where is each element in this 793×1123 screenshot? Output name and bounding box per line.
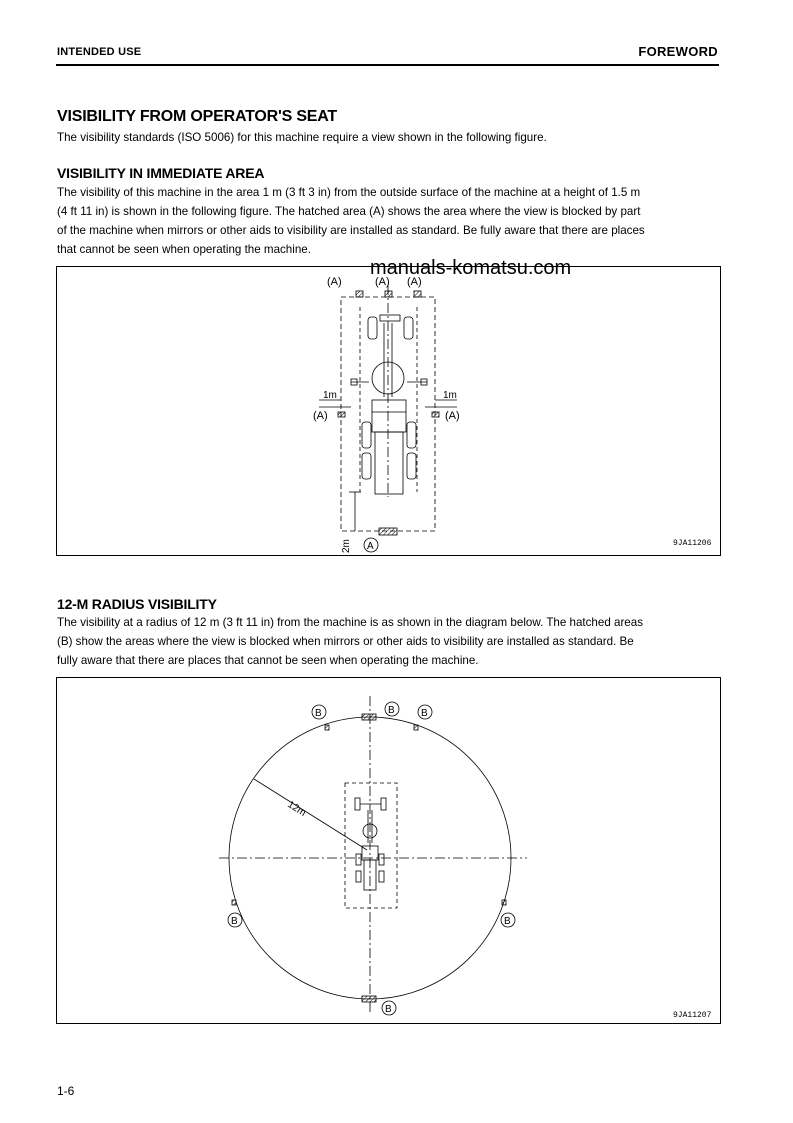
section-text-operator-visibility: The visibility standards (ISO 5006) for this machine require a view shown in the following figure. [57,131,547,144]
text-line: The visibility at a radius of 12 m (3 ft 11 in) from the machine is as shown in the diagram below. The hatched areas [57,616,643,629]
label-a: (A) [327,276,342,288]
header-chapter-label: FOREWORD [638,44,718,59]
section-title-operator-visibility: VISIBILITY FROM OPERATOR'S SEAT [57,108,338,125]
text-line: The visibility of this machine in the area 1 m (3 ft 3 in) from the outside surface of the machine at a height of 1.5 m [57,186,641,199]
figure-code: 9JA11206 [673,539,712,548]
label-2m: 2m [341,539,352,553]
hatched-area-b [502,900,506,905]
label-circle-b: B [385,1004,392,1015]
label-circle-b: B [421,708,428,719]
label-a: (A) [313,410,328,422]
radius-visibility-diagram [57,678,720,1023]
page-number: 1-6 [57,1084,75,1098]
section-text-immediate-area [57,183,721,259]
section-title-immediate-area: VISIBILITY IN IMMEDIATE AREA [57,165,265,181]
text-line: of the machine when mirrors or other aids to visibility are installed as standard. Be fully aware that there are places [57,224,645,237]
hatched-area-a [432,412,439,417]
label-circle-b: B [315,708,322,719]
hatched-area-a [356,291,363,297]
label-a: (A) [407,276,422,288]
hatched-area-a [385,291,392,297]
label-1m: 1m [443,390,457,401]
hatched-area-a [338,412,345,417]
text-line: (4 ft 11 in) is shown in the following figure. The hatched area (A) shows the area where the view is blocked by part [57,205,641,218]
section-text-radius-visibility [57,613,721,670]
hatched-area-a [414,291,421,297]
hatched-area-b [414,725,418,730]
label-1m: 1m [323,390,337,401]
header-rule [56,64,719,66]
label-circle-a: A [367,541,374,552]
immediate-area-diagram [57,267,720,555]
label-circle-b: B [231,916,238,927]
text-line: that cannot be seen when operating the machine. [57,243,311,256]
label-a: (A) [375,276,390,288]
hatched-area-b [232,900,236,905]
figure-radius-visibility [56,677,721,1024]
label-a: (A) [445,410,460,422]
hatched-area-b [362,714,376,720]
label-12m: 12m [285,799,308,819]
section-title-radius-visibility: 12-M RADIUS VISIBILITY [57,596,217,612]
text-line: (B) show the areas where the view is blocked when mirrors or other aids to visibility are installed as standard. Be [57,635,634,648]
label-circle-b: B [388,705,395,716]
figure-code: 9JA11207 [673,1011,712,1020]
header-section-label: INTENDED USE [57,46,142,58]
hatched-area-b [362,996,376,1002]
figure-immediate-area [56,266,721,556]
watermark: manuals-komatsu.com [370,257,572,279]
label-circle-b: B [504,916,511,927]
text-line: fully aware that there are places that cannot be seen when operating the machine. [57,654,479,667]
hatched-area-a [379,528,397,535]
hatched-area-b [325,725,329,730]
radius-line [254,779,367,850]
